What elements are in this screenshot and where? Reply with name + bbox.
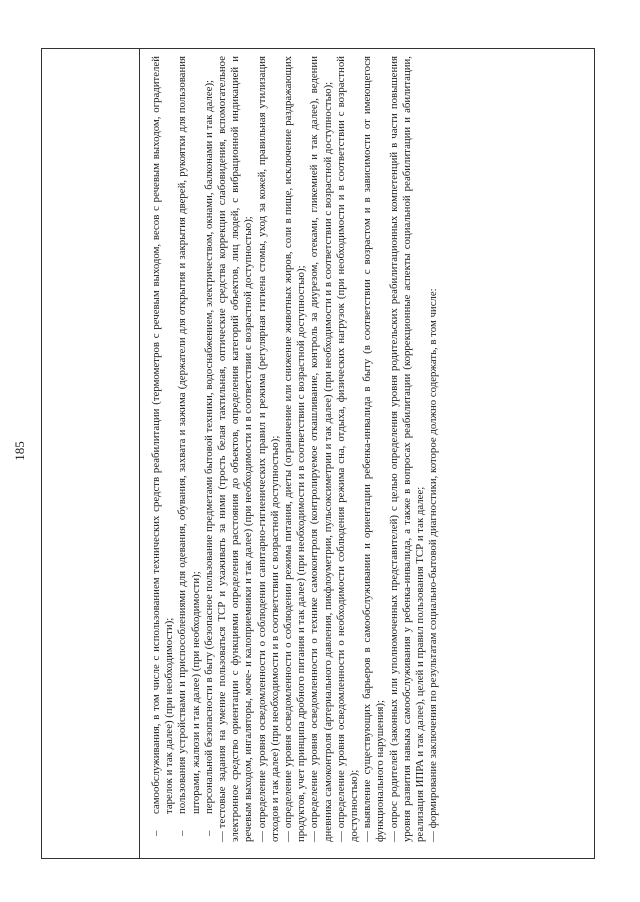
dash-marker: — bbox=[427, 831, 440, 842]
list-item bbox=[388, 56, 428, 842]
dash-marker: — bbox=[361, 831, 374, 842]
list-item-text: самообслуживания, в том числе с использованием технических средств реабилитации (термометров с речевым выходом, весов с речевым выходом, оградителей тарелок и так далее) (при необходимости); bbox=[150, 56, 176, 814]
dash-marker: — bbox=[282, 831, 295, 842]
list-item bbox=[335, 56, 361, 842]
list-item-text: определение уровня осведомленности о необходимости соблюдения режима сна, отдыха, физических нагрузок (при необходимости и в соответствии с возрастной доступностью); bbox=[334, 56, 361, 842]
list-item bbox=[203, 56, 216, 842]
list-item-text: определение уровня осведомленности о соблюдении режима питания, диеты (ограничение или снижение животных жиров, соли в пище, исключение раздражающих продуктов, учет принципа дробного питания и так далее) (при необходимости и в соответствии с возрастной доступностью); bbox=[282, 56, 308, 842]
table-column-divider bbox=[139, 49, 140, 858]
dash-marker: — bbox=[216, 831, 229, 842]
table-cell-content bbox=[150, 56, 440, 842]
list-item-text: тестовые задания на умение пользоваться ТСР и ухаживать за ними (трость белая тактильная, оптические средства коррекции слабовидения, вспомогательное электронное средство ориентации с функциями определения расстояния до объектов, определения категорий объектов, лиц людей, с вибрационной индикацией и речевым выходом, ингаляторы, моче- и калоприемники и так далее) (при необходимости и в соответствии с возрастной доступностью); bbox=[216, 56, 255, 842]
list-item-text: определение уровня осведомленности о технике самоконтроля (контролируемое откашливание, контроль за диурезом, отеками, гликемией и так далее), ведении дневника самоконтроля (артериального давления, пикфлоуметрии, пульсоксиметрии и так далее) (при необходимости и в соответствии с возрастной доступностью); bbox=[308, 56, 334, 842]
list-item-text: определение уровня осведомленности о соблюдении санитарно-гигиенических правил и режима (регулярная гигиена стомы, уход за кожей, правильная утилизация отходов и так далее) (при необходимости и в соответствии с возрастной доступностью); bbox=[255, 56, 281, 842]
list-item bbox=[308, 56, 334, 842]
dash-marker: — bbox=[387, 831, 400, 842]
dash-marker: — bbox=[334, 831, 347, 842]
list-item bbox=[361, 56, 387, 842]
list-item-text: выявление существующих барьеров в самообслуживании и ориентации ребенка-инвалида в быту (в соответствии с возрастом и в зависимости от имеющегося функционального нарушения); bbox=[361, 56, 387, 842]
list-item bbox=[176, 56, 202, 842]
dash-marker: — bbox=[308, 831, 321, 842]
dash-marker: – bbox=[202, 830, 215, 836]
page-number: 185 bbox=[12, 441, 27, 461]
list-item-text: пользования устройствами и приспособлениями для одевания, обувания, захвата и зажима (держатели для открытия и закрытия дверей, рукоятки для пользования шторами, жалюзи и так далее) (при необходимости); bbox=[176, 56, 202, 814]
dash-marker: – bbox=[150, 830, 162, 836]
list-item-text: персональной безопасности в быту (безопасное пользование предметами бытовой техники, водоснабжением, электричеством, окнами, балконами и так далее); bbox=[202, 79, 215, 814]
list-item bbox=[216, 56, 256, 842]
list-item-text: формирование заключения по результатам социально-бытовой диагностики, которое должно содержать, в том числе: bbox=[427, 288, 440, 829]
dash-marker: – bbox=[176, 830, 189, 836]
list-item-text: опрос родителей (законных или уполномоченных представителей) с целью определения уровня родительских реабилитационных компетенций в части повышения уровня развития навыка самообслуживания у ребенка-инвалида, а также в вопросах реабилитации (коррекционные аспекты социальной реабилитации и абилитации, реализация ИПРА и так далее), целей и правил пользования ТСР и так далее; bbox=[387, 56, 427, 842]
list-item bbox=[150, 56, 176, 842]
list-item bbox=[256, 56, 282, 842]
list-item bbox=[282, 56, 308, 842]
dash-marker: — bbox=[255, 831, 268, 842]
list-item bbox=[427, 56, 440, 842]
